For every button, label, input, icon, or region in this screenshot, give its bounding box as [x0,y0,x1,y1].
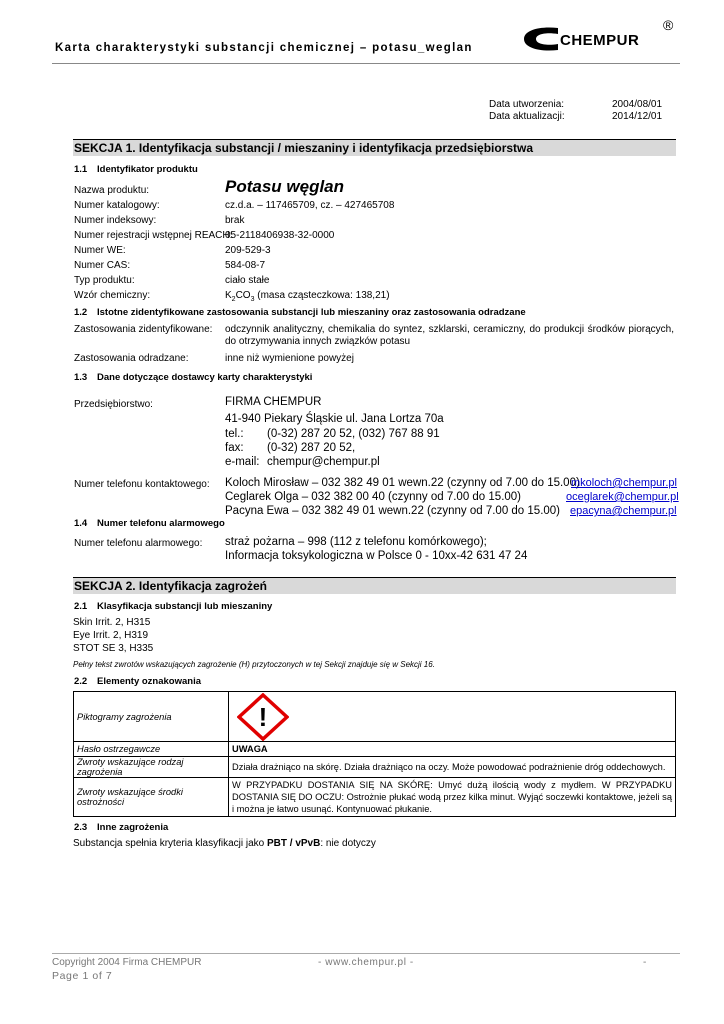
classification-item: Eye Irrit. 2, H319 [73,630,149,641]
contact-person: Pacyna Ewa – 032 382 49 01 wewn.22 (czynny od 7.00 do 15.00) [225,505,561,517]
uses-label: Zastosowania zidentyfikowane: [74,324,213,335]
copyright: Copyright 2004 Firma CHEMPUR [52,957,202,968]
website: - www.chempur.pl - [318,957,414,968]
registered-mark: ® [663,17,674,33]
section1-heading: SEKCJA 1. Identyfikacja substancji / mieszaniny i identyfikacja przedsiębiorstwa [73,139,676,156]
index-value: brak [225,215,245,226]
product-name-label: Nazwa produktu: [74,185,150,196]
contact-email-link[interactable]: oceglarek@chempur.pl [566,491,679,503]
alarm-line1: straż pożarna – 998 (112 z telefonu komórkowego); [225,536,487,548]
uses-advised-label: Zastosowania odradzane: [74,353,189,364]
formula-value: $K_2CO_3$ (masa cząsteczkowa: 138,21) [225,290,390,303]
cas-value: 584-08-7 [225,260,266,271]
contact-person: Koloch Mirosław – 032 382 49 01 wewn.22 (czynny od 7.00 do 15.00) [225,477,580,489]
exclamation-mark-icon [237,693,289,741]
document-title: Karta charakterystyki substancji chemicznej – potasu_weglan [55,42,473,54]
subsection-1-4: 1.4 Numer telefonu alarmowego [74,518,225,529]
index-label: Numer indeksowy: [74,215,157,226]
signal-word-value: UWAGA [229,742,676,757]
company-label: Przedsiębiorstwo: [74,399,153,410]
hazard-statements-value: Działa drażniąco na skórę. Działa drażniąco na oczy. Może powodować podrażnienie dróg oddechowych. [229,757,676,778]
precautionary-statements-label: Zwroty wskazujące środki ostrożności [74,778,229,817]
type-label: Typ produktu: [74,275,135,286]
footer-dash: - [643,957,647,968]
company-address: 41-940 Piekary Śląskie ul. Jana Lortza 70a [225,413,444,425]
contact-email-link[interactable]: epacyna@chempur.pl [570,505,677,517]
subsection-1-3: 1.3 Dane dotyczące dostawcy karty charakterystyki [74,372,313,383]
fax-value: (0-32) 287 20 52, [267,442,356,454]
footer-divider [52,953,680,954]
alarm-label: Numer telefonu alarmowego: [74,538,203,549]
cas-label: Numer CAS: [74,260,131,271]
updated-value: 2014/12/01 [612,111,663,122]
subsection-2-2: 2.2 Elementy oznakowania [74,676,202,687]
alarm-line2: Informacja toksykologiczna w Polsce 0 - 10xx-42 631 47 24 [225,550,528,562]
logo-text: CHEMPUR [560,32,640,49]
pictogram-label: Piktogramy zagrożenia [74,692,229,742]
chempur-logo [520,14,686,64]
subsection-1-1: 1.1 Identyfikator produktu [74,164,198,175]
created-label: Data utworzenia: [489,99,565,110]
page-number: Page 1 of 7 [52,970,113,982]
reach-label: Numer rejestracji wstępnej REACH: [74,230,233,241]
company-name: FIRMA CHEMPUR [225,396,322,408]
contact-email-link[interactable]: mkoloch@chempur.pl [571,477,677,489]
uses-value: odczynnik analityczny, chemikalia do syntez, szklarski, ceramiczny, do produkcji środków piorących, do otrzymywania innych związków potasu [225,324,674,347]
tel-label: tel.: [225,428,244,440]
pictogram-cell [229,692,676,742]
we-label: Numer WE: [74,245,126,256]
catalog-label: Numer katalogowy: [74,200,160,211]
h-statements-note: Pełny tekst zwrotów wskazujących zagrożenie (H) przytoczonych w tej Sekcji znajduje się w Sekcji 16. [73,660,435,669]
catalog-value: cz.d.a. – 117465709, cz. – 427465708 [225,200,395,211]
tel-value: (0-32) 287 20 52, (032) 767 88 91 [267,428,440,440]
subsection-2-3: 2.3 Inne zagrożenia [74,822,169,833]
hazard-statements-label: Zwroty wskazujące rodzaj zagrożenia [74,757,229,778]
signal-word-label: Hasło ostrzegawcze [74,742,229,757]
type-value: ciało stałe [225,275,270,286]
subsection-1-2: 1.2 Istotne zidentyfikowane zastosowania substancji lub mieszaniny oraz zastosowania odradzane [74,307,526,318]
precautionary-statements-value: W PRZYPADKU DOSTANIA SIĘ NA SKÓRĘ: Umyć dużą ilością wody z mydłem. W PRZYPADKU DOSTANIA SIĘ DO OCZU: Ostrożnie płukać wodą przez kilka minut. Wyjąć soczewki kontaktowe, jeżeli są i można je łatwo usunąć. Kontynuować płukanie. [229,778,676,817]
header-divider [52,63,680,64]
email-value: chempur@chempur.pl [267,456,380,468]
svg-text:!: ! [258,701,268,732]
we-value: 209-529-3 [225,245,271,256]
subsection-2-1: 2.1 Klasyfikacja substancji lub mieszaniny [74,601,273,612]
other-hazards-text: Substancja spełnia kryteria klasyfikacji jako PBT / vPvB: nie dotyczy [73,838,376,849]
updated-label: Data aktualizacji: [489,111,565,122]
product-name: Potasu węglan [225,177,345,196]
classification-item: Skin Irrit. 2, H315 [73,617,151,628]
reach-value: 05-2118406938-32-0000 [225,230,335,241]
uses-advised-value: inne niż wymienione powyżej [225,353,354,364]
fax-label: fax: [225,442,244,454]
created-value: 2004/08/01 [612,99,663,110]
contact-label: Numer telefonu kontaktowego: [74,479,210,490]
formula-label: Wzór chemiczny: [74,290,151,301]
classification-item: STOT SE 3, H335 [73,643,154,654]
section2-heading: SEKCJA 2. Identyfikacja zagrożeń [73,577,676,594]
contact-person: Ceglarek Olga – 032 382 00 40 (czynny od 7.00 do 15.00) [225,491,522,503]
labelling-table [73,691,676,817]
email-label: e-mail: [225,456,260,468]
